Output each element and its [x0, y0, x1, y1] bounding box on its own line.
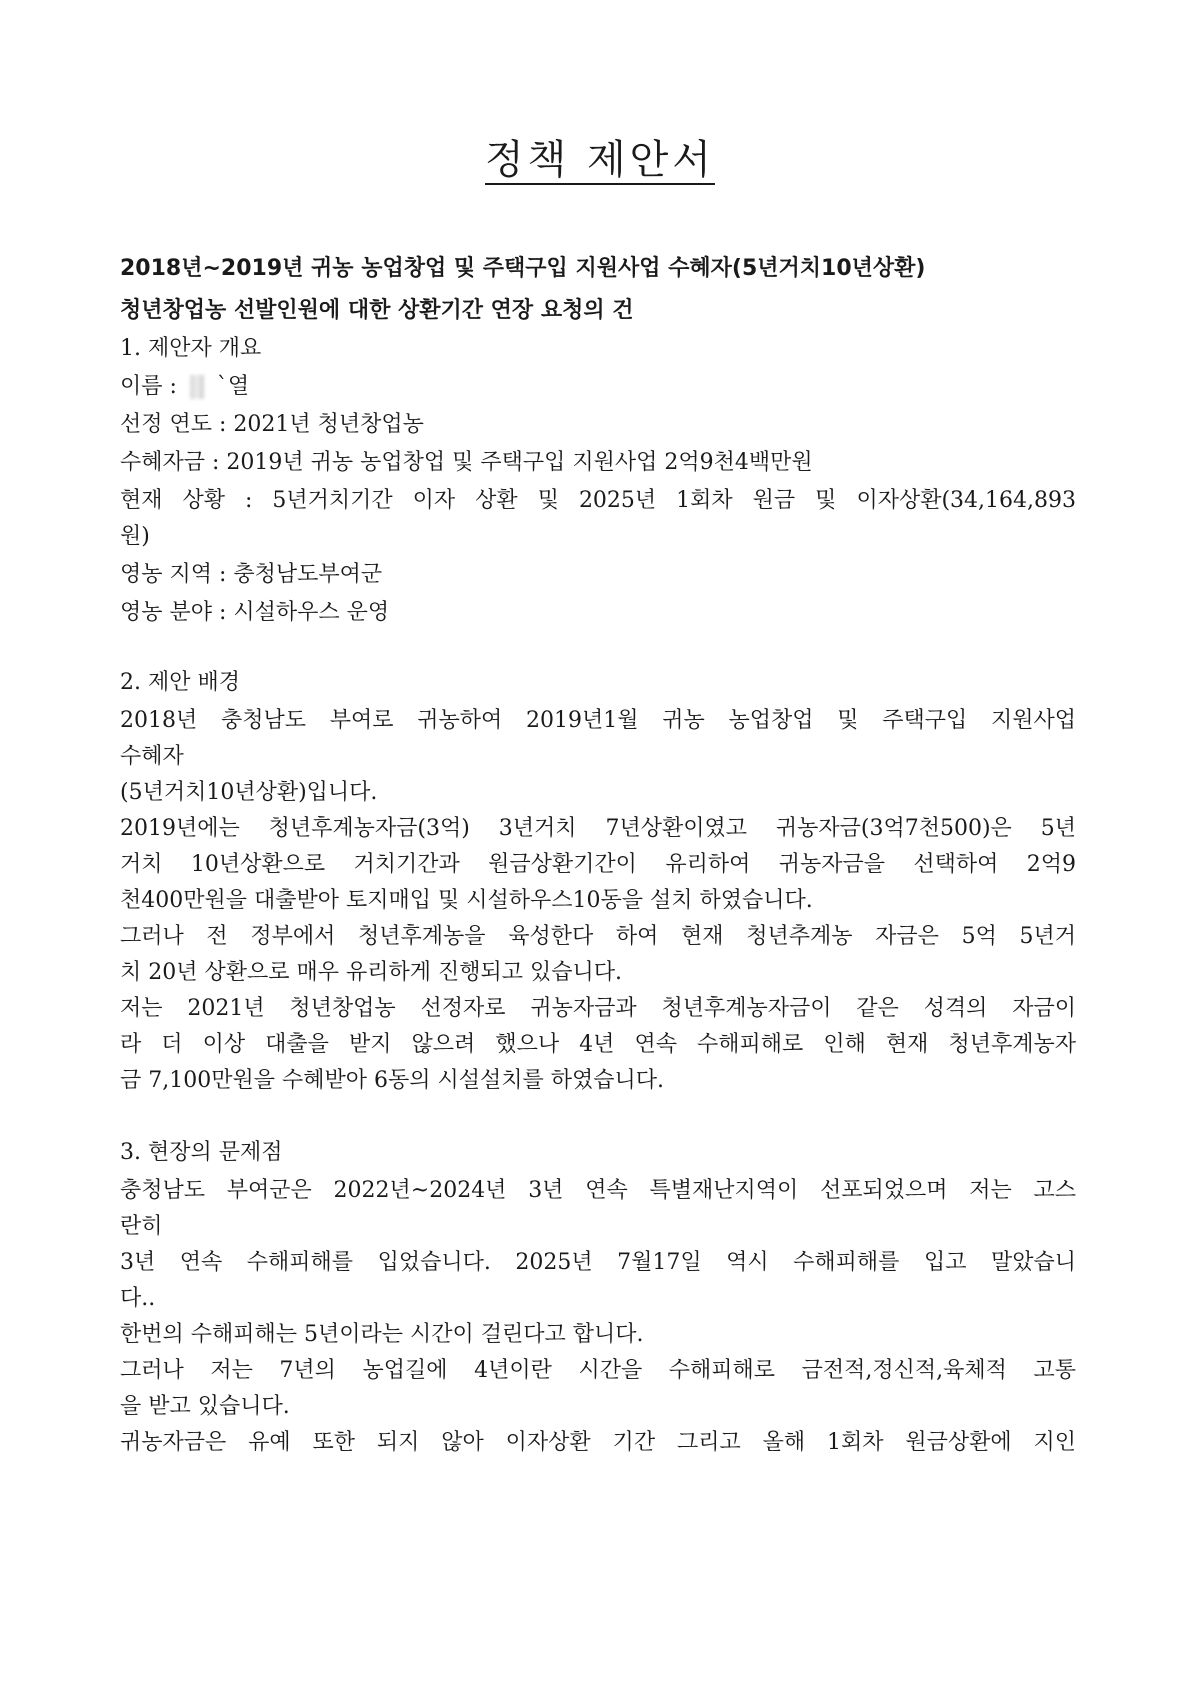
- status-line-1: 현재 상황 : 5년거치기간 이자 상환 및 2025년 1회차 원금 및 이자상환(34,164,893: [120, 488, 1076, 513]
- background-line: 치 20년 상환으로 매우 유리하게 진행되고 있습니다.: [120, 960, 622, 985]
- section-2-heading: 2. 제안 배경: [120, 670, 240, 695]
- problem-line: 을 받고 있습니다.: [120, 1394, 290, 1419]
- problem-line: 다..: [120, 1286, 156, 1311]
- selection-year-line: 선정 연도 : 2021년 청년창업농: [120, 412, 424, 437]
- name-label: 이름 :: [120, 374, 177, 399]
- subject-line-2: 청년창업농 선발인원에 대한 상환기간 연장 요청의 건: [120, 298, 634, 323]
- section-1-heading: 1. 제안자 개요: [120, 336, 262, 361]
- background-line: 금 7,100만원을 수혜받아 6동의 시설설치를 하였습니다.: [120, 1068, 664, 1093]
- status-line-2: 원): [120, 524, 150, 549]
- redacted-name-block: [190, 375, 204, 399]
- farming-region-line: 영농 지역 : 충청남도부여군: [120, 562, 383, 587]
- funding-line: 수혜자금 : 2019년 귀농 농업창업 및 주택구입 지원사업 2억9천4백만원: [120, 450, 813, 475]
- background-line: 수혜자: [120, 744, 184, 769]
- document-title: 정책 제안서: [485, 137, 715, 183]
- background-line: 2018년 충청남도 부여로 귀농하여 2019년1월 귀농 농업창업 및 주택구입 지원사업: [120, 708, 1076, 733]
- background-line: 천400만원을 대출받아 토지매입 및 시설하우스10동을 설치 하였습니다.: [120, 888, 813, 913]
- problem-line: 귀농자금은 유예 또한 되지 않아 이자상환 기간 그리고 올해 1회차 원금상환에 지인: [120, 1430, 1076, 1455]
- background-line: 거치 10년상환으로 거치기간과 원금상환기간이 유리하여 귀농자금을 선택하여 2억9: [120, 852, 1076, 877]
- background-line: 라 더 이상 대출을 받지 않으려 했으나 4년 연속 수해피해로 인해 현재 청년후계농자: [120, 1032, 1076, 1057]
- problem-line: 그러나 저는 7년의 농업길에 4년이란 시간을 수해피해로 금전적,정신적,육체적 고통: [120, 1358, 1076, 1383]
- problem-line: 3년 연속 수해피해를 입었습니다. 2025년 7월17일 역시 수해피해를 입고 말았습니: [120, 1250, 1076, 1275]
- proposal-subject: [120, 248, 1070, 332]
- proposer-name-line: [120, 372, 249, 402]
- background-line: (5년거치10년상환)입니다.: [120, 780, 378, 805]
- subject-line-1: 2018년~2019년 귀농 농업창업 및 주택구입 지원사업 수혜자(5년거치10년상환): [120, 256, 926, 281]
- background-line: 2019년에는 청년후계농자금(3억) 3년거치 7년상환이였고 귀농자금(3억7천500)은 5년: [120, 816, 1076, 841]
- problem-line: 한번의 수해피해는 5년이라는 시간이 걸린다고 합니다.: [120, 1322, 644, 1347]
- background-line: 저는 2021년 청년창업농 선정자로 귀농자금과 청년후계농자금이 같은 성격의 자금이: [120, 996, 1076, 1021]
- farming-field-line: 영농 분야 : 시설하우스 운영: [120, 600, 390, 625]
- name-value: `열: [216, 374, 250, 399]
- background-line: 그러나 전 정부에서 청년후계농을 육성한다 하여 현재 청년추계농 자금은 5억 5년거: [120, 924, 1076, 949]
- section-3-heading: 3. 현장의 문제점: [120, 1140, 283, 1165]
- problem-line: 란히: [120, 1214, 163, 1239]
- problem-line: 충청남도 부여군은 2022년~2024년 3년 연속 특별재난지역이 선포되었으며 저는 고스: [120, 1178, 1076, 1203]
